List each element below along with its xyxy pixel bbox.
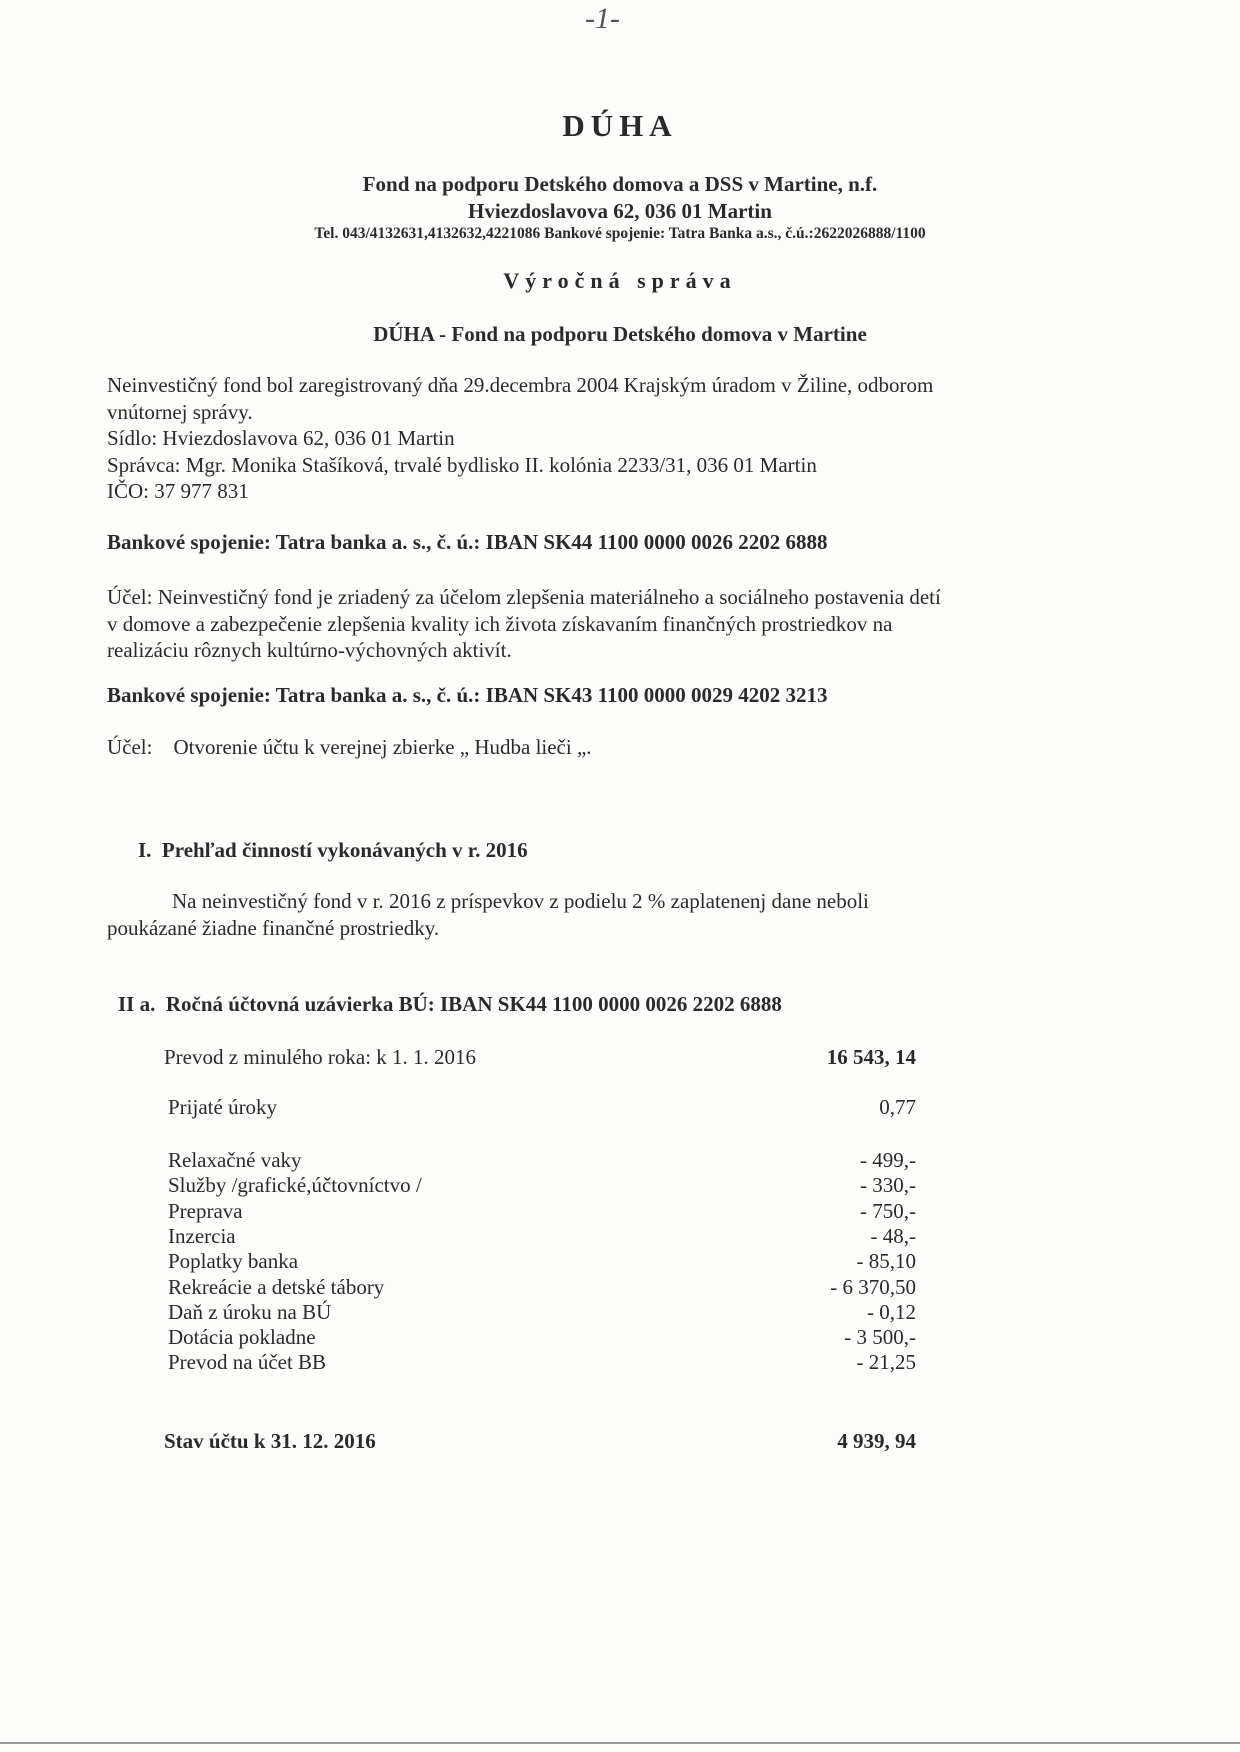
org-address: Hviezdoslavova 62, 036 01 Martin <box>468 199 772 223</box>
expense-row <box>0 1147 1240 1173</box>
expense-row <box>0 1349 1240 1375</box>
intro-line: vnútornej správy. <box>107 399 253 424</box>
purpose-1 <box>107 584 941 664</box>
section-2a-heading: II a. Ročná účtovná uzávierka BÚ: IBAN SK44 1100 0000 0026 2202 6888 <box>118 992 782 1016</box>
intro-line: Neinvestičný fond bol zaregistrovaný dňa 29.decembra 2004 Krajským úradom v Žiline, odborom <box>107 373 934 397</box>
row-label: Relaxačné vaky <box>168 1148 302 1172</box>
expense-row <box>0 1299 1240 1325</box>
row-label: Služby /grafické,účtovníctvo / <box>168 1173 422 1198</box>
report-title: Výročná správa <box>503 268 737 293</box>
row-label: Prevod z minulého roka: k 1. 1. 2016 <box>164 1045 477 1069</box>
org-name: Fond na podporu Detského domova a DSS v Martine, n.f. <box>362 172 878 196</box>
row-label: Poplatky banka <box>168 1249 299 1274</box>
row-label: Preprava <box>168 1198 243 1223</box>
row-value: - 21,25 <box>856 1350 916 1375</box>
row-value: - 3 500,- <box>844 1325 916 1350</box>
row-value: - 499,- <box>860 1148 916 1172</box>
row-value: 0,77 <box>879 1095 916 1119</box>
intro-line: Sídlo: Hviezdoslavova 62, 036 01 Martin <box>107 426 455 450</box>
expense-row <box>0 1223 1240 1249</box>
row-label: Inzercia <box>168 1223 236 1248</box>
row-value: 4 939, 94 <box>837 1429 916 1453</box>
org-contact: Tel. 043/4132631,4132632,4221086 Bankové spojenie: Tatra Banka a.s., č.ú.:2622026888/1100 <box>314 225 926 242</box>
expense-row <box>0 1324 1240 1350</box>
purpose-line: Účel: Neinvestičný fond je zriadený za účelom zlepšenia materiálneho a sociálneho postavenia detí <box>107 585 941 609</box>
intro-block <box>107 372 933 505</box>
report-subtitle: DÚHA - Fond na podporu Detského domova v Martine <box>373 322 867 346</box>
section-1-heading: I. Prehľad činností vykonávaných v r. 2016 <box>138 838 528 862</box>
row-label: Stav účtu k 31. 12. 2016 <box>164 1429 376 1453</box>
expense-row <box>0 1172 1240 1198</box>
row-value: - 85,10 <box>856 1249 916 1274</box>
row-value: - 48,- <box>870 1223 916 1248</box>
row-label: Rekreácie a detské tábory <box>168 1274 385 1299</box>
expense-row <box>0 1198 1240 1224</box>
purpose-line: v domove a zabezpečenie zlepšenia kvality ich života získavaním finančných prostriedkov na <box>107 611 893 636</box>
row-label: Dotácia pokladne <box>168 1325 316 1350</box>
row-label: Prevod na účet BB <box>168 1350 327 1375</box>
intro-line: IČO: 37 977 831 <box>107 479 249 503</box>
row-value: - 330,- <box>860 1173 916 1198</box>
bank-account-1: Bankové spojenie: Tatra banka a. s., č. ú.: IBAN SK44 1100 0000 0026 2202 6888 <box>107 530 828 554</box>
section-1-line: Na neinvestičný fond v r. 2016 z príspevkov z podielu 2 % zaplatenenj dane neboli <box>172 889 869 913</box>
bank-account-2: Bankové spojenie: Tatra banka a. s., č. ú.: IBAN SK43 1100 0000 0029 4202 3213 <box>107 683 828 707</box>
row-label: Prijaté úroky <box>168 1095 278 1119</box>
page-number: -1- <box>585 2 620 35</box>
opening-balance-row <box>0 1044 1240 1070</box>
section-1-line: poukázané žiadne finančné prostriedky. <box>107 915 440 940</box>
section-1-text <box>107 888 869 941</box>
expense-row <box>0 1274 1240 1300</box>
purpose-line: realizáciu rôznych kultúrno-výchovných aktivít. <box>107 638 512 662</box>
intro-line: Správca: Mgr. Monika Stašíková, trvalé bydlisko II. kolónia 2233/31, 036 01 Martin <box>107 452 817 477</box>
expense-row <box>0 1248 1240 1274</box>
row-label: Daň z úroku na BÚ <box>168 1299 332 1324</box>
closing-balance-row <box>0 1428 1240 1454</box>
row-value: - 0,12 <box>867 1299 916 1324</box>
row-value: 16 543, 14 <box>826 1045 916 1069</box>
org-title: DÚHA <box>562 108 678 143</box>
interest-row <box>0 1094 1240 1120</box>
row-value: - 750,- <box>860 1198 916 1223</box>
purpose-2: Účel: Otvorenie účtu k verejnej zbierke „ Hudba lieči „. <box>107 735 592 759</box>
scan-edge <box>0 1742 1240 1744</box>
row-value: - 6 370,50 <box>830 1274 916 1299</box>
